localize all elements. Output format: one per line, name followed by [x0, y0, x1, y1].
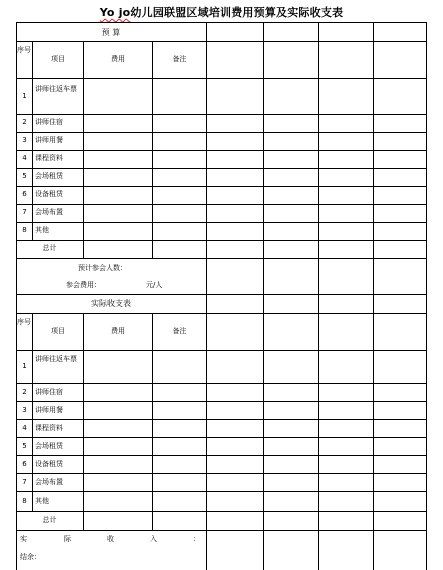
- budget-row-item: 设备租赁: [35, 190, 63, 198]
- budget-row-index: 5: [22, 172, 27, 180]
- actual-row-item: 会场租赁: [35, 442, 63, 450]
- actual-col-note: 备注: [172, 327, 187, 335]
- budget-col-note: 备注: [172, 55, 187, 63]
- actual-total-label: 总计: [42, 516, 57, 524]
- budget-row-item: 会场租赁: [35, 172, 63, 180]
- actual-row-index: 3: [22, 406, 27, 414]
- budget-row-index: 7: [22, 208, 27, 216]
- budget-row-item: 讲师往返车票: [35, 85, 77, 93]
- expected-attendees-label: 预计参会人数：: [78, 264, 127, 272]
- actual-row-index: 1: [22, 362, 27, 370]
- balance-label: 结余：: [20, 553, 41, 561]
- actual-row-item: 设备租赁: [35, 460, 63, 468]
- budget-row-item: 讲师住宿: [35, 118, 63, 126]
- actual-row-item: 其他: [35, 497, 49, 505]
- actual-col-item: 项目: [51, 327, 65, 335]
- actual-row-index: 2: [22, 388, 27, 396]
- actual-row-index: 6: [22, 460, 27, 468]
- budget-row-item: 课程资料: [35, 154, 63, 162]
- fee-label: 参会费用：: [66, 281, 101, 289]
- actual-row-item: 会场布置: [35, 478, 63, 486]
- actual-income-char: 实: [20, 535, 27, 543]
- actual-income-char: ：: [193, 535, 200, 543]
- fee-unit: 元/人: [146, 281, 163, 289]
- budget-row-item: 其他: [35, 226, 49, 234]
- actual-col-cost: 费用: [111, 327, 125, 335]
- actual-income-char: 入: [150, 535, 157, 543]
- budget-heading: 预 算: [101, 28, 121, 37]
- actual-row-item: 课程资料: [35, 424, 63, 432]
- budget-row-index: 1: [22, 92, 27, 100]
- budget-row-item: 会场布置: [35, 208, 63, 216]
- budget-row-index: 8: [22, 226, 27, 234]
- actual-row-index: 5: [22, 442, 27, 450]
- budget-row-index: 6: [22, 190, 27, 198]
- actual-heading: 实际收支表: [91, 299, 131, 308]
- budget-col-item: 项目: [51, 55, 65, 63]
- actual-income-char: 收: [107, 535, 114, 543]
- document-title: [0, 4, 443, 20]
- budget-row-index: 4: [22, 154, 27, 162]
- budget-col-cost: 费用: [111, 55, 125, 63]
- budget-row-index: 3: [22, 136, 27, 144]
- title-brand: Yo jo: [99, 6, 131, 19]
- budget-row-index: 2: [22, 118, 27, 126]
- budget-total-label: 总计: [42, 244, 57, 252]
- budget-col-index: 序号: [17, 46, 31, 54]
- actual-row-index: 8: [22, 497, 27, 505]
- actual-row-item: 讲师往返车票: [35, 355, 77, 363]
- actual-row-index: 4: [22, 424, 27, 432]
- actual-row-index: 7: [22, 478, 27, 486]
- actual-row-item: 讲师用餐: [35, 406, 63, 414]
- title-text: 幼儿园联盟区域培训费用预算及实际收支表: [130, 6, 344, 19]
- budget-row-item: 讲师用餐: [35, 136, 63, 144]
- actual-col-index: 序号: [17, 318, 31, 326]
- actual-income-char: 际: [64, 535, 71, 543]
- actual-row-item: 讲师住宿: [35, 388, 63, 396]
